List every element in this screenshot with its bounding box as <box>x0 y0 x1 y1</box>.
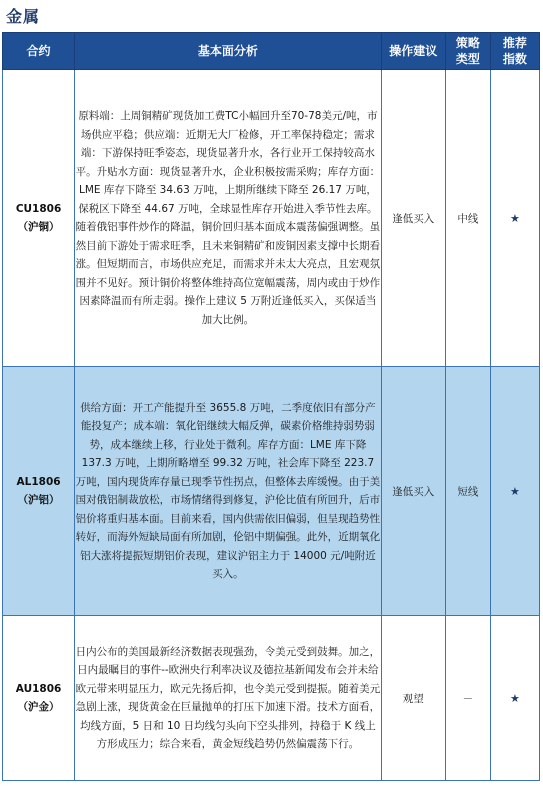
header-analysis: 基本面分析 <box>75 33 382 70</box>
star-icon: ★ <box>510 211 520 225</box>
analysis-cell <box>75 70 382 367</box>
analysis-paragraph: 随着俄铝事件炒作的降温，铜价回归基本面成本震荡偏强调整。虽然目前下游处于需求旺季，且未来铜精矿和废铜因素支撑中长期看涨。但短期而言，市场供应充足，而需求并未太大亮点，且宏观氛围并不见好。预计铜价将整体维持高位宽幅震荡，周内或由于炒作因素降温而有所走弱。操作上建议 5 万附近逢低买入，买保适当加大比例。 <box>75 221 381 326</box>
metals-strategy-table <box>2 32 540 781</box>
star-icon: ★ <box>510 484 520 498</box>
table-row-al1806 <box>3 367 540 616</box>
strategy-type-cell: 短线 <box>445 367 490 616</box>
analysis-cell <box>75 616 382 781</box>
table-row-cu1806 <box>3 70 540 367</box>
contract-code: AL1806 <box>16 476 61 488</box>
contract-cell <box>3 616 75 781</box>
contract-name: （沪金） <box>17 701 60 713</box>
table-header-row <box>3 33 540 70</box>
section-title: 金属 <box>6 7 41 26</box>
analysis-cell <box>75 367 382 616</box>
operation-cell: 逢低买入 <box>381 367 445 616</box>
contract-name: （沪铜） <box>17 221 60 233</box>
header-strategy-type-line2: 类型 <box>455 52 480 66</box>
analysis-paragraph: 原料端：上周铜精矿现货加工费TC小幅回升至70-78美元/吨，市场供应平稳；供应端：近期无大厂检修，开工率保持稳定；需求端：下游保持旺季姿态，现货显著升水，各行业开工保持较高水平。升贴水方面：现货显著升水，企业积极按需采购；库存方面：LME 库存下降至 34.63 万吨，上期所继续下降至 26.17 万吨，保税区下降至 44.67 万吨，全球显性库存开始进入季节性去库。 <box>75 110 381 215</box>
rating-cell <box>490 367 539 616</box>
rating-cell <box>490 616 539 781</box>
table-row-au1806 <box>3 616 540 781</box>
contract-code: AU1806 <box>15 683 62 695</box>
strategy-type-cell: 中线 <box>445 70 490 367</box>
header-rating-line1: 推荐 <box>502 36 527 50</box>
header-contract: 合约 <box>3 33 75 70</box>
header-strategy-type-line1: 策略 <box>455 36 480 50</box>
contract-name: （沪铝） <box>17 494 60 506</box>
header-strategy-type <box>445 33 490 70</box>
header-rating <box>490 33 539 70</box>
contract-code: CU1806 <box>15 203 62 215</box>
strategy-type-cell: － <box>445 616 490 781</box>
star-icon: ★ <box>510 691 520 705</box>
header-operation: 操作建议 <box>381 33 445 70</box>
analysis-paragraph: 日内公布的美国最新经济数据表现强劲，令美元受到鼓舞。加之，日内最瞩目的事件--欧洲央行利率决议及德拉基新闻发布会并未给欧元带来明显压力，欧元先扬后抑，也令美元受到提振。随着美元急剧上涨，现货黄金在巨量抛单的打压下加速下滑。技术方面看，均线方面，5 日和 10 日均线匀头向下空头排列，持稳于 K 线上方形成压力；综合来看，黄金短线趋势仍然偏震荡下行。 <box>75 645 381 750</box>
operation-cell: 逢低买入 <box>381 70 445 367</box>
header-rating-line2: 指数 <box>502 52 527 66</box>
operation-cell: 观望 <box>381 616 445 781</box>
analysis-paragraph: 供给方面：开工产能提升至 3655.8 万吨，二季度依旧有部分产能投复产；成本端：氧化铝继续大幅反弹，碳素价格维持弱势弱势，成本继续上移，行业处于微利。库存方面：LME 库下降 137.3 万吨，上期所略增至 99.32 万吨，社会库下降至 223.7 万吨，国内现货库存量已现季节性拐点，但整体去库缓慢。由于美国对俄铝制裁放松，市场情绪得到修复，沪伦比值有所回升，后市铝价将重归基本面。目前来看，国内供需依旧偏弱，但呈现趋势性转好，而海外短缺局面有所加剧，伦铝中期偏强。此外，近期氧化铝大涨将提振短期铝价表现，建议沪铝主力于 14000 元/吨附近买入。 <box>75 401 381 580</box>
contract-cell <box>3 367 75 616</box>
rating-cell <box>490 70 539 367</box>
contract-cell <box>3 70 75 367</box>
